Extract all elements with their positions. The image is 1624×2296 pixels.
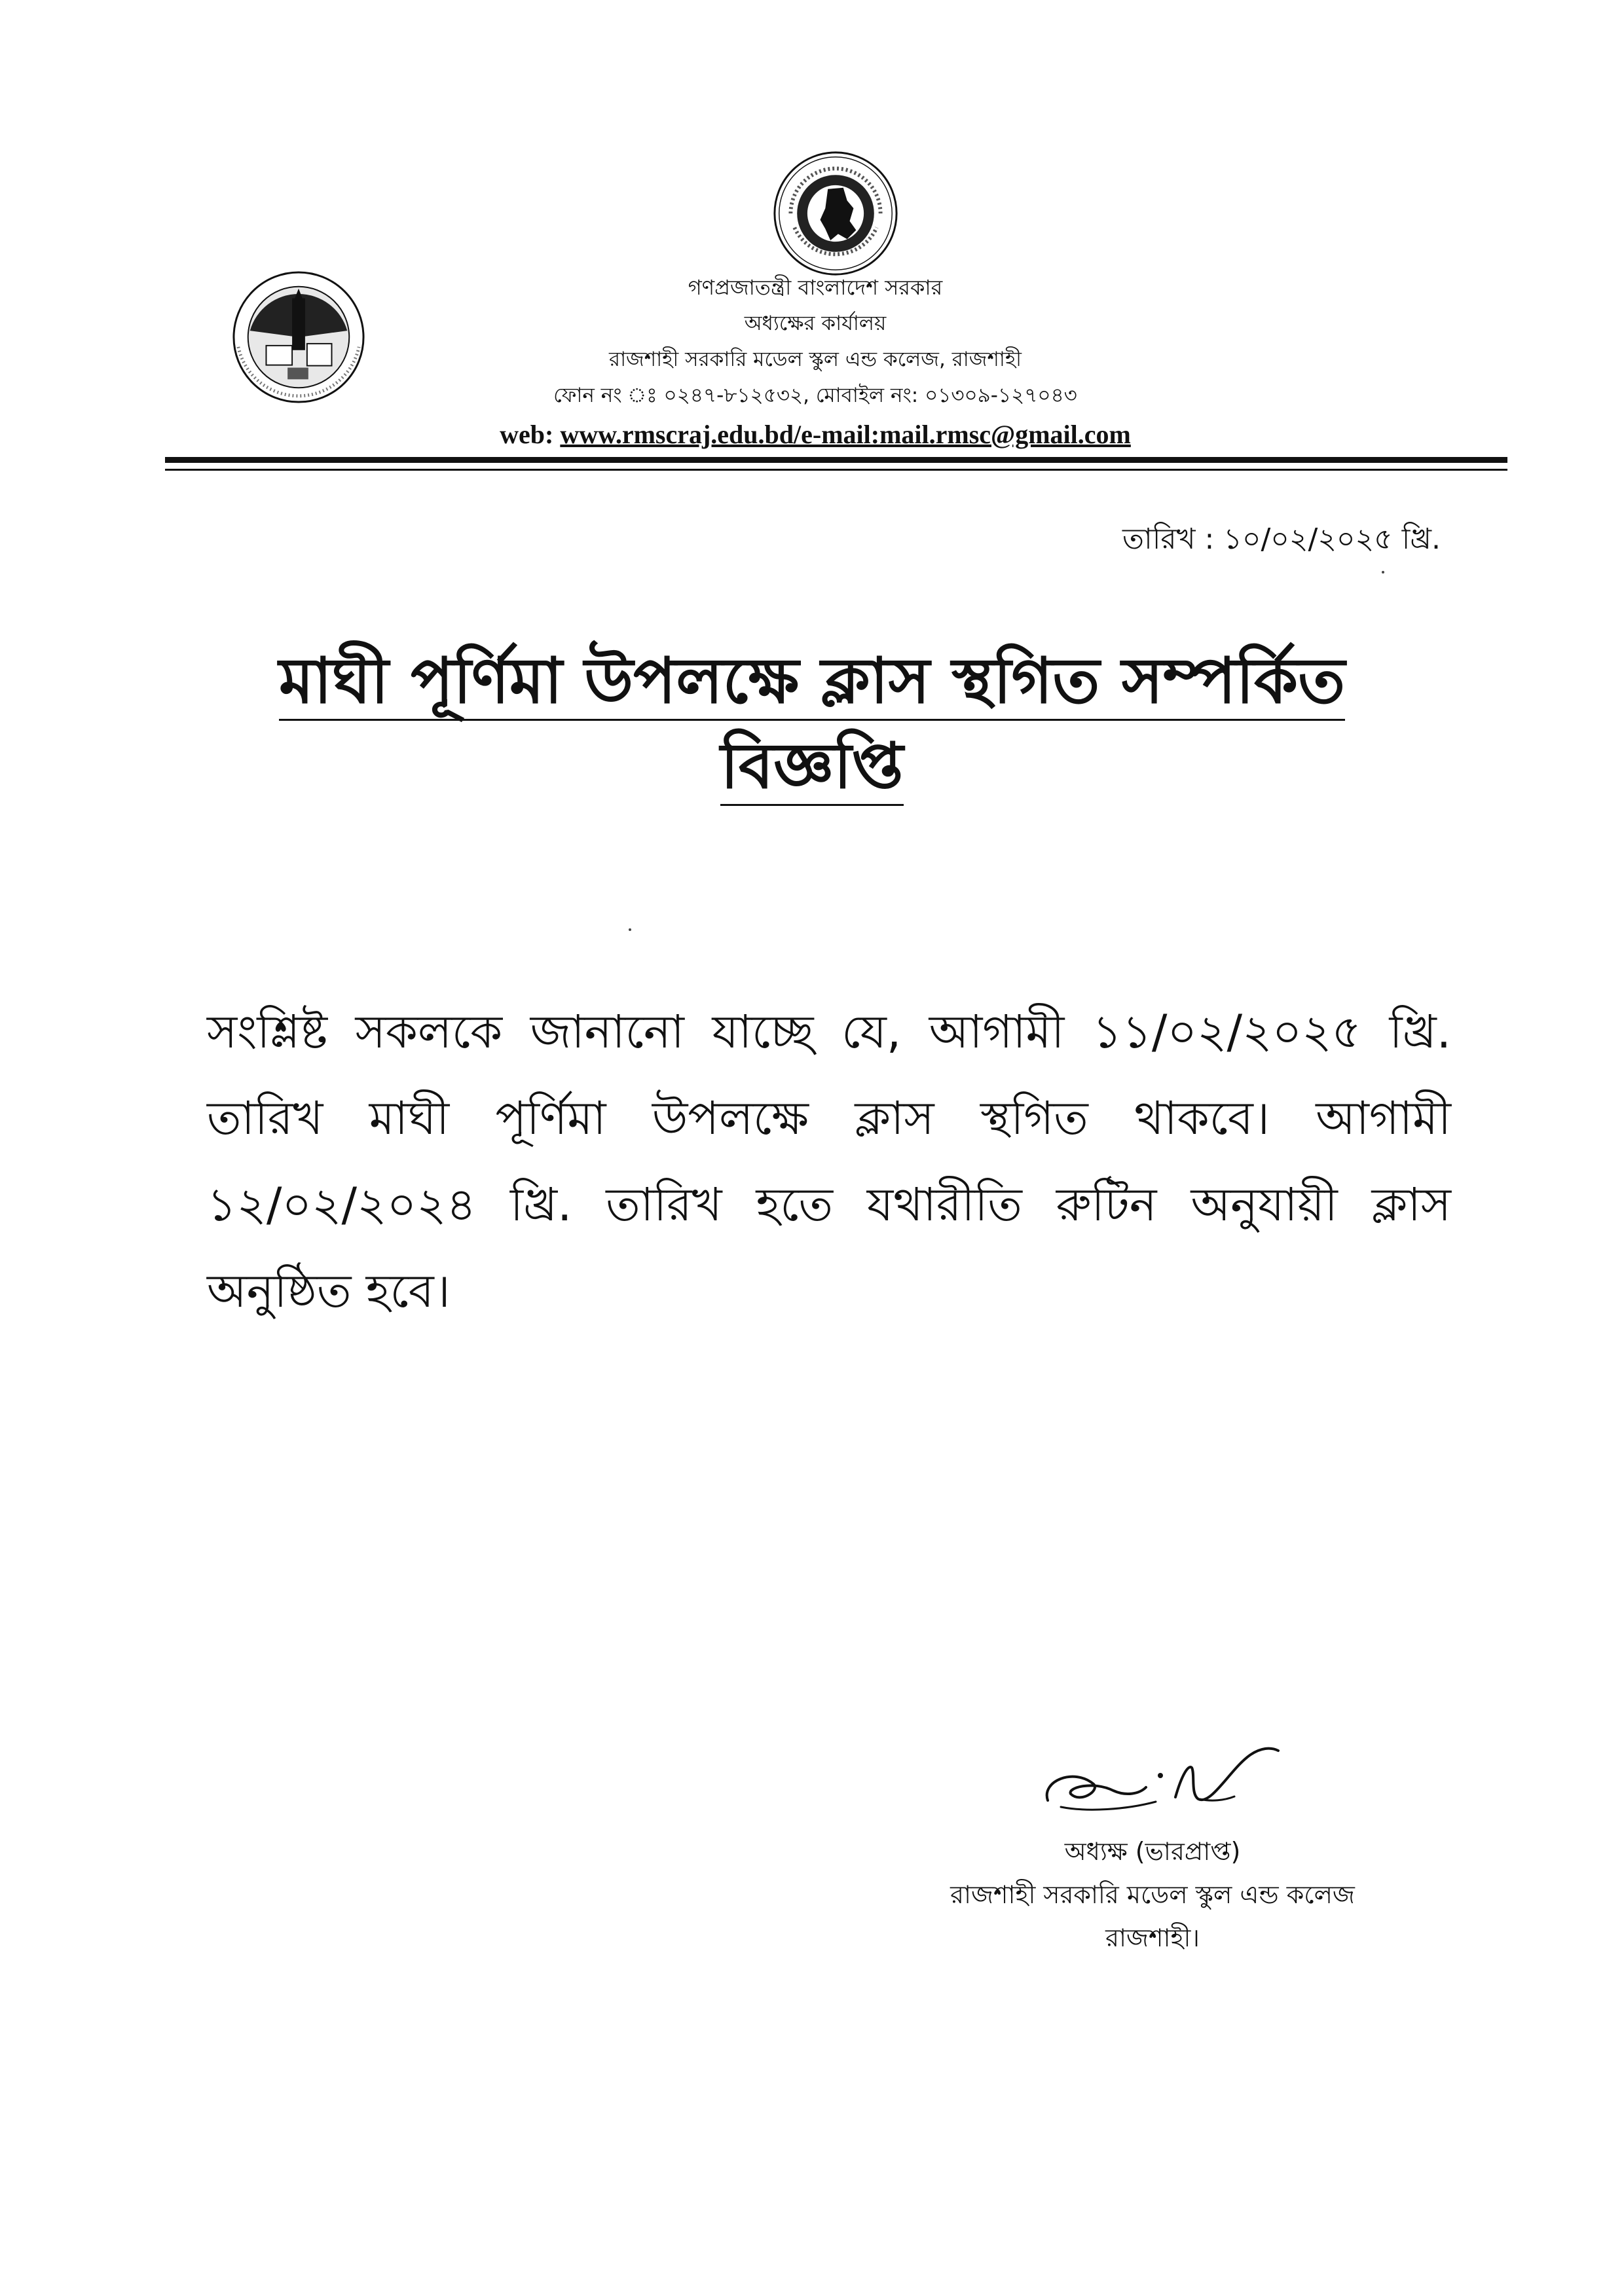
web-email-link[interactable]: www.rmscraj.edu.bd/e-mail:mail.rmsc@gmail.com — [560, 420, 1131, 449]
web-label: web: — [500, 420, 561, 449]
header-divider-thin — [165, 469, 1507, 471]
scan-speck — [629, 928, 631, 931]
office-header — [393, 270, 1238, 414]
signatory-block — [877, 1830, 1428, 1959]
notice-date: তারিখ : ১০/০২/২০২৫ খ্রি. — [1122, 522, 1441, 556]
contact-numbers: ফোন নং ঃ ০২৪৭-৮১২৫৩২, মোবাইল নং: ০১৩০৯-১২৭০৪৩ — [553, 384, 1077, 407]
office-name: অধ্যক্ষের কার্যালয় — [744, 312, 887, 335]
notice-body: সংশ্লিষ্ট সকলকে জানানো যাচ্ছে যে, আগামী ১১/০২/২০২৫ খ্রি. তারিখ মাঘী পূর্ণিমা উপলক্ষে ক্লাস স্থগিত থাকবে। আগামী ১২/০২/২০২৪ খ্রি. তারিখ হতে যথারীতি রুটিন অনুযায়ী ক্লাস অনুষ্ঠিত হবে। — [207, 1005, 1451, 1318]
signatory-institution: রাজশাহী সরকারি মডেল স্কুল এন্ড কলেজ — [950, 1880, 1355, 1909]
scan-speck — [1382, 571, 1384, 574]
signatory-designation: অধ্যক্ষ (ভারপ্রাপ্ত) — [1064, 1837, 1241, 1866]
notice-title — [164, 638, 1460, 809]
signature-icon — [1035, 1728, 1297, 1827]
title-line-1: মাঘী পূর্ণিমা উপলক্ষে ক্লাস স্থগিত সম্পর্কিত — [279, 644, 1345, 721]
header-divider-thick — [165, 457, 1507, 463]
title-line-2: বিজ্ঞপ্তি — [720, 729, 903, 806]
institution-name: রাজশাহী সরকারি মডেল স্কুল এন্ড কলেজ, রাজশাহী — [609, 348, 1022, 371]
signatory-city: রাজশাহী। — [1105, 1923, 1200, 1952]
bangladesh-government-seal-icon — [771, 149, 900, 278]
school-logo-icon — [231, 268, 367, 406]
government-name: গণপ্রজাতন্ত্রী বাংলাদেশ সরকার — [688, 275, 943, 300]
web-email-line — [393, 419, 1238, 450]
